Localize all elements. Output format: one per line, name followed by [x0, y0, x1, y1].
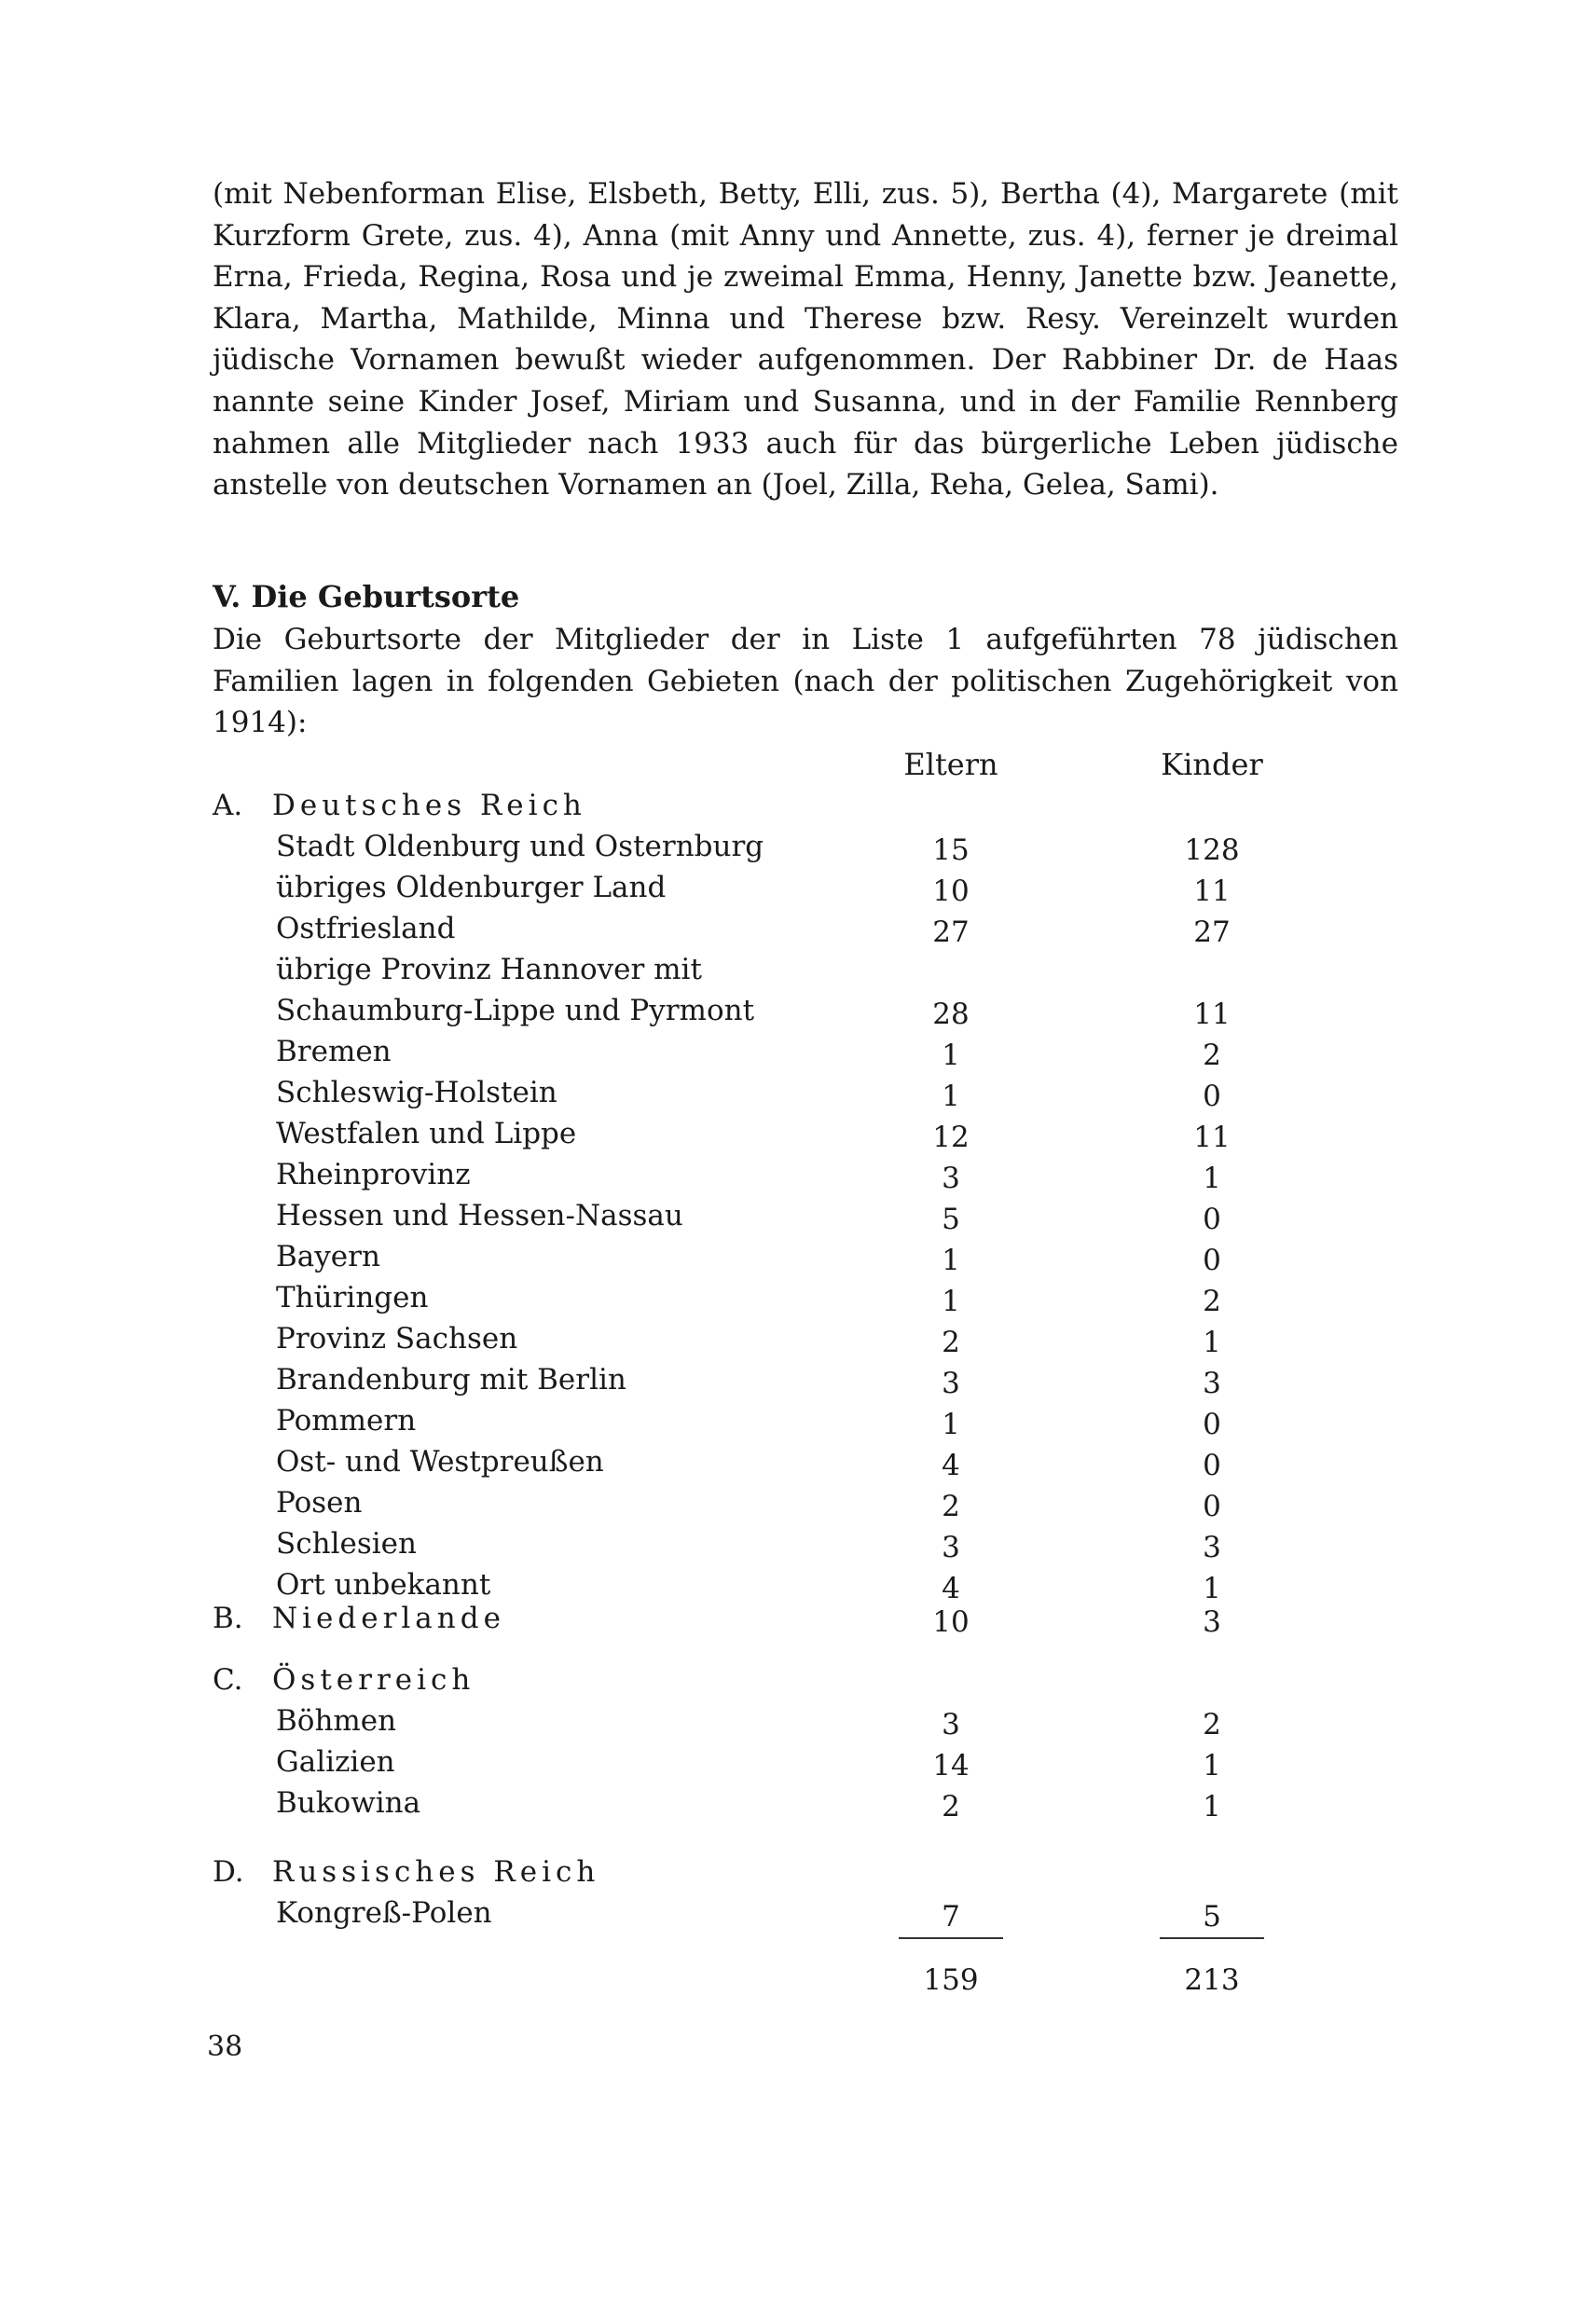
row-label: Böhmen	[276, 1704, 397, 1738]
row-label: Ostfriesland	[276, 912, 456, 945]
row-label: Ort unbekannt	[276, 1568, 491, 1602]
group-letter: C.	[213, 1663, 243, 1697]
group-letter: D.	[213, 1855, 244, 1889]
group-letter: A.	[213, 789, 243, 822]
row-label: Posen	[276, 1486, 363, 1520]
row-label: Provinz Sachsen	[276, 1322, 518, 1356]
section-intro: Die Geburtsorte der Mitglieder der in Liste 1 aufgeführten 78 jüdischen Familien lagen in folgenden Gebieten (nach der politischen Zugehörigkeit von 1914):	[213, 623, 1398, 739]
sum-rule-eltern	[899, 1937, 1003, 1939]
row-label: Stadt Oldenburg und Osternburg	[276, 830, 764, 863]
birthplace-table: Eltern Kinder A. Deutsches Reich Stadt Oldenburg und Osternburg 15 128 übriges Oldenburger Land 10 11 Ostfriesland 27 27 übrige Provinz Hannover mit Schaumburg-Lippe und Pyrmont 28 11 Bremen 1 2 Schleswig-Holstein 1 0 Westfalen und Lippe 12 11 Rheinprovinz 3 1 Hessen und Hessen-Nassau 5 0 Bayern 1 0 Thüringen 1 2 Provinz Sachsen 2 1 Brandenburg mit Berlin 3 3 Pommern 1 0 Ost- und Westpreußen 4 0 Posen 2 0 Schlesien 3 3 Ort unbekannt 4 1 B. Niederlande 10 3 C. Österreich Böhmen 3 2 Galizien 14 1 Bukowina 2 1 D. Russisches Reich Kongreß-Polen 7 5 159 213	[213, 747, 1263, 1997]
row-label: Schlesien	[276, 1527, 417, 1561]
row-label: übriges Oldenburger Land	[276, 871, 667, 904]
group-name: Österreich	[272, 1663, 475, 1697]
row-label: Rheinprovinz	[276, 1158, 471, 1191]
row-label: Westfalen und Lippe	[276, 1117, 577, 1150]
sum-rule-kinder	[1160, 1937, 1264, 1939]
row-label: Schleswig-Holstein	[276, 1076, 557, 1109]
row-label: Bremen	[276, 1035, 392, 1068]
group-letter: B.	[213, 1602, 243, 1635]
group-name: Niederlande	[272, 1602, 505, 1635]
body-paragraph: (mit Nebenforman Elise, Elsbeth, Betty, Elli, zus. 5), Bertha (4), Margarete (mit Kurzform Grete, zus. 4), Anna (mit Anny und Annette, zus. 4), ferner je dreimal Erna, Frieda, Regina, Rosa und je zweimal Emma, Henny, Janette bzw. Jeanette, Klara, Martha, Mathilde, Minna und Therese bzw. Resy. Vereinzelt wurden jüdische Vornamen bewußt wieder aufgenommen. Der Rabbiner Dr. de Haas nannte seine Kinder Josef, Miriam und Susanna, und in der Familie Rennberg nahmen alle Mitglieder nach 1933 auch für das bürgerliche Leben jüdische anstelle von deutschen Vornamen an (Joel, Zilla, Reha, Gelea, Sami).	[213, 177, 1398, 502]
group-name: Deutsches Reich	[272, 789, 586, 822]
row-label: übrige Provinz Hannover mit	[276, 953, 702, 986]
row-label: Ost- und Westpreußen	[276, 1445, 604, 1479]
row-label: Galizien	[276, 1745, 395, 1779]
group-name: Russisches Reich	[272, 1855, 600, 1889]
row-label: Bukowina	[276, 1786, 421, 1820]
row-label: Thüringen	[276, 1281, 429, 1314]
section-heading: V. Die Geburtsorte	[213, 579, 520, 614]
row-label: Pommern	[276, 1404, 417, 1438]
row-label: Kongreß-Polen	[276, 1896, 492, 1930]
row-label: Brandenburg mit Berlin	[276, 1363, 626, 1397]
row-label: Bayern	[276, 1240, 380, 1273]
page-number: 38	[207, 2030, 243, 2063]
row-label: Schaumburg-Lippe und Pyrmont	[276, 994, 755, 1027]
row-label: Hessen und Hessen-Nassau	[276, 1199, 683, 1232]
